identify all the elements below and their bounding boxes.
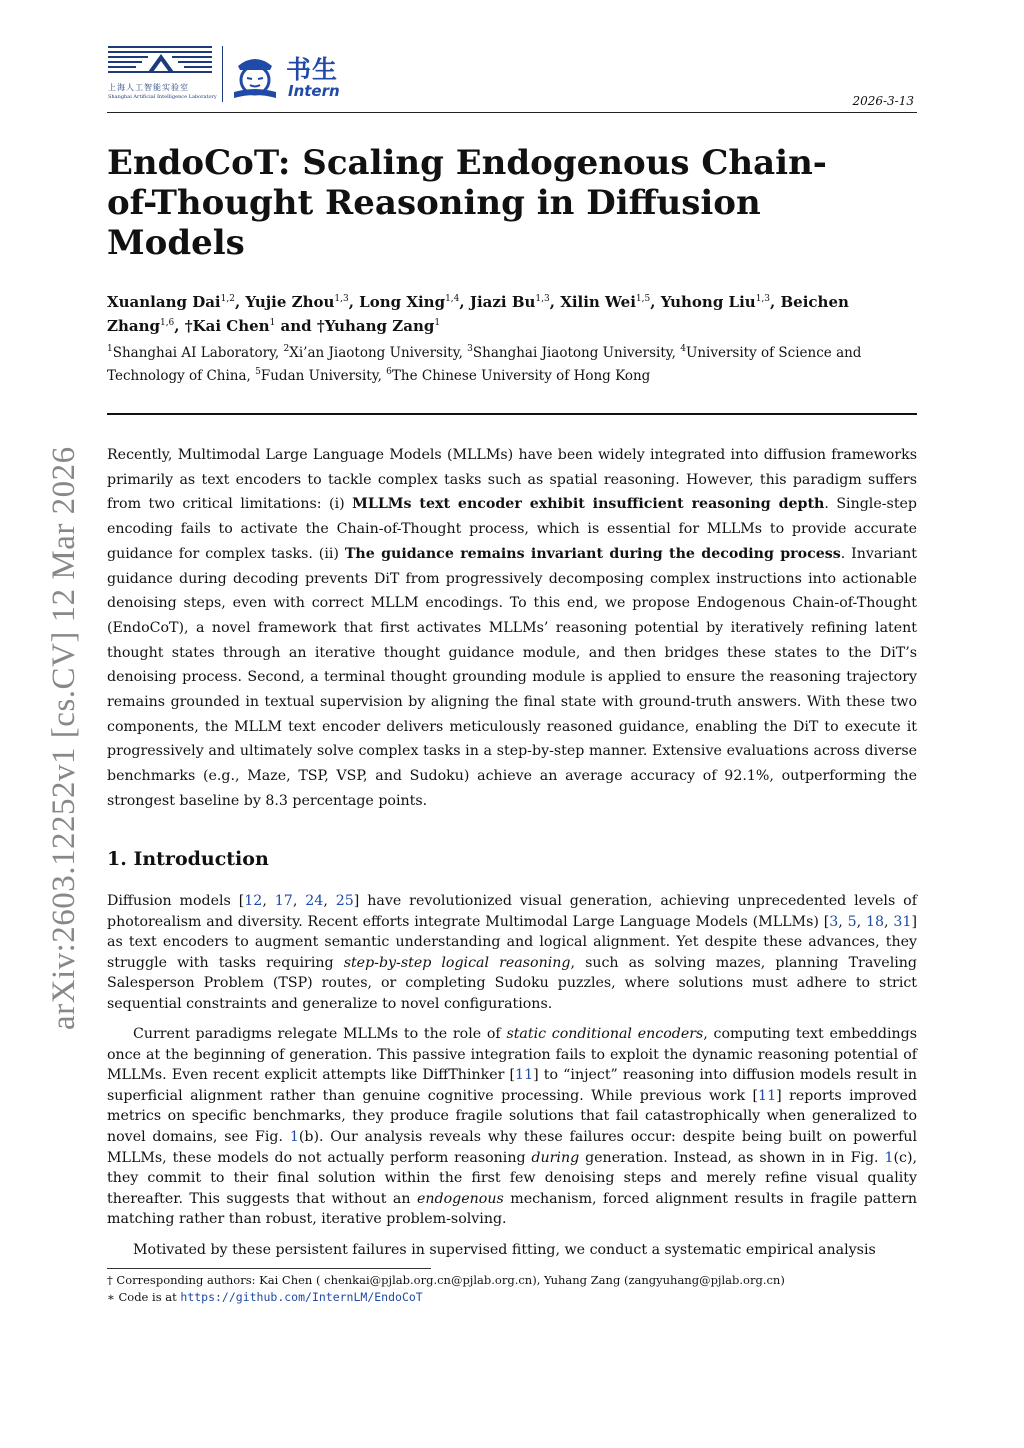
lab-logo-en-text: Shanghai Artificial Intelligence Laboratory bbox=[108, 94, 217, 100]
body-text: (c), they commit to their final solution within the first few denoising steps and merely refine visual quality thereafter. This suggests that without an bbox=[107, 1149, 917, 1207]
intern-logo-cn-text: 书生 bbox=[286, 55, 339, 84]
affil-num: 6 bbox=[386, 367, 392, 377]
logo-divider bbox=[222, 46, 223, 102]
figure-ref-link[interactable]: 1 bbox=[289, 1128, 299, 1145]
affil-num: 1 bbox=[107, 344, 113, 354]
abstract-text: . Single-step encoding fails to activate the Chain-of-Thought process, which is essential for MLLMs to provide accurate guidance for complex tasks. (ii) bbox=[107, 496, 917, 562]
body-text: Current paradigms relegate MLLMs to the role of bbox=[133, 1026, 507, 1042]
citation-link[interactable]: 12 bbox=[244, 893, 263, 909]
lab-logo-cn-text: 上海人工智能实验室 bbox=[108, 83, 189, 92]
affil-name: Fudan University bbox=[260, 368, 378, 384]
citation-link[interactable]: 17 bbox=[274, 893, 293, 909]
author-affil: 1,2 bbox=[220, 294, 235, 304]
author-affil: 1,3 bbox=[755, 294, 771, 304]
body-text: generation. Instead, as shown in in Fig. bbox=[579, 1149, 885, 1166]
author-name: †Yuhang Zang bbox=[316, 317, 435, 335]
shanghai-ai-lab-logo bbox=[108, 44, 217, 104]
footnote-text: ∗ Code is at bbox=[107, 1290, 181, 1304]
affil-num: 2 bbox=[283, 344, 290, 354]
author-name: Yuhong Liu bbox=[660, 293, 756, 311]
citation-link[interactable]: 5 bbox=[847, 913, 857, 930]
footnote-code bbox=[107, 1289, 917, 1306]
author-affil: 1,4 bbox=[445, 294, 460, 304]
code-url-link[interactable]: https://github.com/InternLM/EndoCoT bbox=[180, 1290, 423, 1304]
intern-logo-en-text: Intern bbox=[288, 82, 340, 100]
section-heading-introduction: 1. Introduction bbox=[107, 848, 269, 870]
abstract-rule bbox=[107, 413, 917, 415]
body-emphasis: step-by-step logical reasoning bbox=[343, 954, 571, 971]
author-affil: 1,3 bbox=[334, 294, 349, 304]
abstract-emphasis: MLLMs text encoder exhibit insufficient reasoning depth bbox=[352, 496, 825, 513]
author-name: Beichen Zhang bbox=[107, 293, 849, 335]
author-affil: 1 bbox=[434, 318, 441, 328]
author-name: Long Xing bbox=[359, 293, 446, 311]
citation-link[interactable]: 31 bbox=[893, 913, 912, 930]
intro-paragraph-3: Motivated by these persistent failures in supervised fitting, we conduct a systematic empirical analysis bbox=[133, 1242, 876, 1258]
intro-paragraph-2 bbox=[107, 1024, 917, 1230]
citation-link[interactable]: 18 bbox=[865, 913, 885, 930]
affil-name: The Chinese University of Hong Kong bbox=[391, 368, 651, 384]
abstract bbox=[107, 443, 917, 814]
body-text: ] as text encoders to augment semantic understanding and logical alignment. Yet despite these advances, they struggle with tasks requiring bbox=[107, 913, 917, 971]
citation-link[interactable]: 11 bbox=[758, 1087, 777, 1104]
intern-logo bbox=[230, 48, 360, 104]
body-text: Diffusion models [ bbox=[107, 893, 245, 909]
header-date: 2026-3-13 bbox=[852, 94, 914, 108]
abstract-text: Recently, Multimodal Large Language Models (MLLMs) have been widely integrated into diffusion frameworks primarily as text encoders to tackle complex tasks such as spatial reasoning. However, this paradigm suffers from two critical limitations: (i) bbox=[107, 447, 917, 513]
citation-link[interactable]: 11 bbox=[515, 1067, 534, 1084]
body-text: ] to “inject” reasoning into diffusion models result in superficial alignment rather than genuine cognitive processing. While previous work [ bbox=[107, 1067, 917, 1104]
author-affil: 1,3 bbox=[535, 294, 550, 304]
affil-name: University of Science and Technology of China bbox=[107, 345, 862, 384]
author-name: Xilin Wei bbox=[560, 293, 636, 311]
body-text: ] have revolutionized visual generation, achieving unprecedented levels of photorealism and diversity. Recent efforts integrate Multimodal Large Language Models (MLLMs) [ bbox=[107, 893, 917, 930]
body-text: , computing text embeddings once at the beginning of generation. This passive integration fails to exploit the dynamic reasoning potential of MLLMs. Even recent explicit attempts like DiffThinker [ bbox=[107, 1026, 917, 1084]
lab-logo-mark-icon bbox=[108, 44, 214, 78]
abstract-emphasis: The guidance remains invariant during the decoding process bbox=[344, 545, 841, 562]
affiliation-list: $^1$Shanghai AI Laboratory, $^2$Xi’an Jiaotong University, $^3$Shanghai Jiaotong University, $^4$University of Science and Technology of China, $^5$Fudan University, $^6$The Chinese University of Hong Kong bbox=[107, 344, 862, 384]
affil-num: 3 bbox=[467, 344, 473, 354]
figure-ref-link[interactable]: 1 bbox=[884, 1149, 894, 1166]
body-text: mechanism, forced alignment results in fragile pattern matching rather than robust, iterative problem-solving. bbox=[107, 1190, 917, 1228]
affil-num: 5 bbox=[255, 367, 261, 377]
paper-title: EndoCoT: Scaling Endogenous Chain-of-Thought Reasoning in Diffusion Models bbox=[107, 143, 827, 263]
author-name: Jiazi Bu bbox=[469, 293, 536, 311]
author-name: †Kai Chen bbox=[184, 317, 270, 335]
author-affil: 1,5 bbox=[635, 294, 651, 304]
abstract-text: . Invariant guidance during decoding prevents DiT from progressively decomposing complex instructions into actionable denoising steps, even with correct MLLM encodings. To this end, we propose Endogenous Chain-of-Thought (EndoCoT), a novel framework that first activates MLLMs’ reasoning potential by iteratively refining latent thought states through an iterative thought guidance module, and then bridges these states to the DiT’s denoising process. Second, a terminal thought grounding module is applied to ensure the reasoning trajectory remains grounded in textual supervision by aligning the final state with ground-truth answers. With these two components, the MLLM text encoder delivers meticulously reasoned guidance, enabling the DiT to execute it progressively and ultimately solve complex tasks in a step-by-step manner. Extensive evaluations across diverse benchmarks (e.g., Maze, TSP, VSP, and Sudoku) achieve an average accuracy of 92.1%, outperforming the strongest baseline by 8.3 percentage points. bbox=[107, 545, 917, 809]
intern-mascot-icon bbox=[230, 52, 280, 100]
footnote-rule bbox=[107, 1268, 431, 1269]
body-emphasis: endogenous bbox=[417, 1190, 504, 1207]
body-text: ] reports improved metrics on specific benchmarks, they produce fragile solutions that fail catastrophically when generalized to novel domains, see Fig. bbox=[107, 1087, 917, 1145]
body-text: (b). Our analysis reveals why these failures occur: despite being built on powerful MLLMs, these models do not actually perform reasoning bbox=[107, 1128, 917, 1166]
intro-paragraph-1: Diffusion models [12, 17, 24, 25] have revolutionized visual generation, achieving unprecedented levels of photorealism and diversity. Recent efforts integrate Multimodal Large Language Models (MLLMs) [3, 5, 18, 31] as text encoders to augment semantic understanding and logical alignment. Yet despite these advances, they struggle with tasks requiring step-by-step logical reasoning, such as solving mazes, planning Traveling Salesperson Problem (TSP) routes, or completing Sudoku puzzles, where solutions must adhere to strict sequential constraints and generalize to novel configurations. bbox=[107, 893, 917, 1012]
author-name: Xuanlang Dai bbox=[107, 293, 221, 311]
author-list: Xuanlang Dai$^{1,2}$, Yujie Zhou$^{1,3}$, Long Xing$^{1,4}$, Jiazi Bu$^{1,3}$, Xilin Wei$^{1,5}$, Yuhong Liu$^{1,3}$, Beichen Zhang$^{1,6}$, †Kai Chen$^1$ and †Yuhang Zang$^1$ bbox=[107, 293, 849, 335]
author-affil: 1,6 bbox=[159, 318, 175, 328]
affil-name: Shanghai AI Laboratory bbox=[112, 345, 275, 361]
body-emphasis: during bbox=[531, 1149, 580, 1166]
citation-link[interactable]: 3 bbox=[829, 913, 839, 930]
header-rule bbox=[107, 112, 917, 113]
author-affil: 1 bbox=[269, 318, 276, 328]
body-emphasis: static conditional encoders bbox=[506, 1026, 704, 1042]
footnote-corresponding: † Corresponding authors: Kai Chen ( chenkai@pjlab.org.cn@pjlab.org.cn), Yuhang Zang (zangyuhang@pjlab.org.cn) bbox=[107, 1273, 785, 1287]
affil-name: Xi’an Jiaotong University bbox=[289, 345, 459, 361]
affil-name: Shanghai Jiaotong University bbox=[472, 345, 672, 361]
arxiv-stamp: arXiv:2603.12252v1 [cs.CV] 12 Mar 2026 bbox=[46, 446, 82, 1030]
citation-link[interactable]: 25 bbox=[335, 893, 354, 909]
affil-num: 4 bbox=[680, 344, 686, 354]
body-text: , such as solving mazes, planning Traveling Salesperson Problem (TSP) routes, or completing Sudoku puzzles, where solutions must adhere to strict sequential constraints and generalize to novel configurations. bbox=[107, 954, 917, 1012]
citation-link[interactable]: 24 bbox=[305, 893, 324, 909]
author-name: Yujie Zhou bbox=[245, 293, 335, 311]
